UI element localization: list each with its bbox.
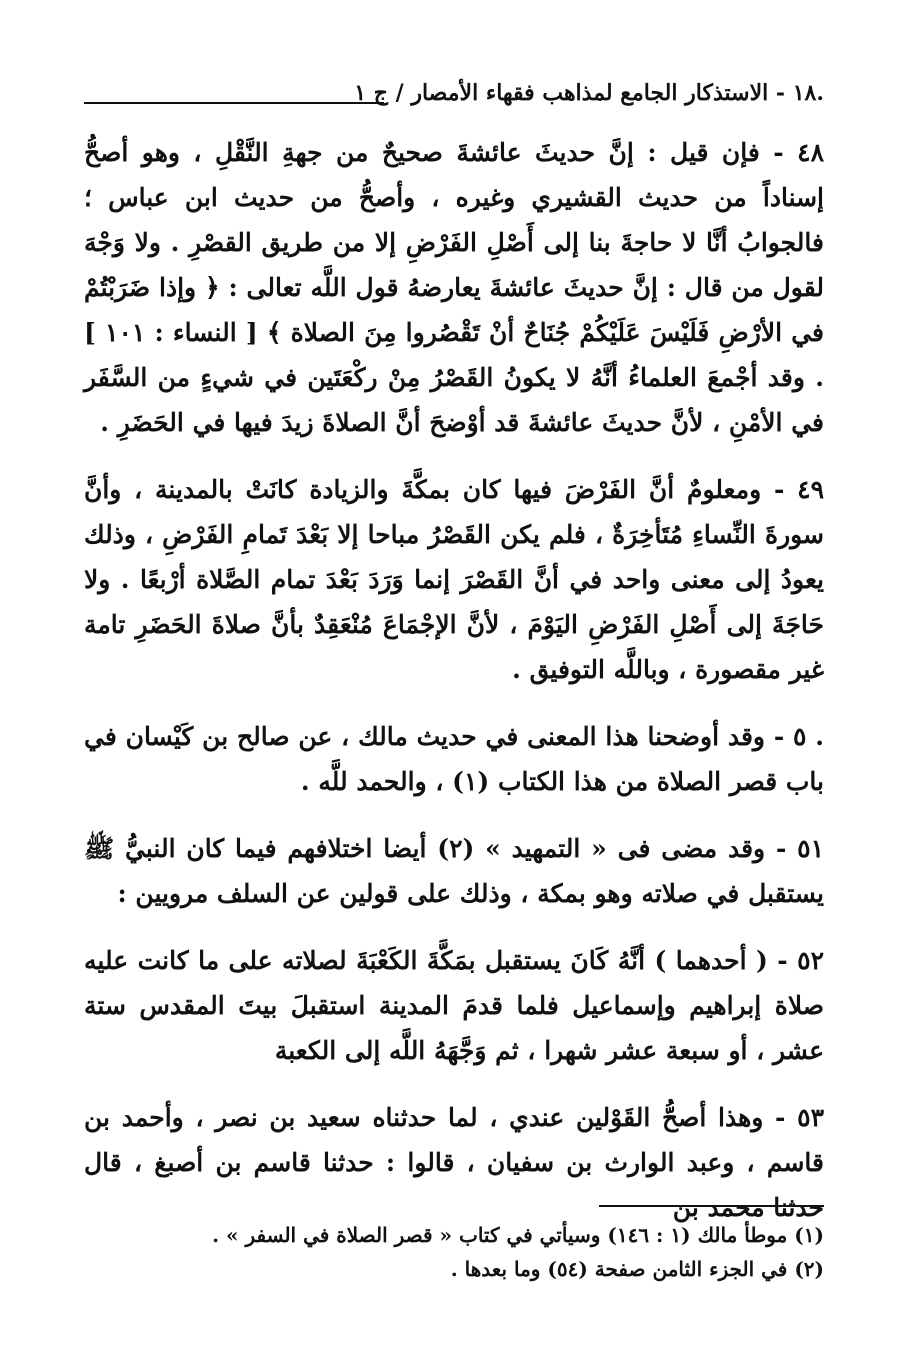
header-rule	[84, 102, 384, 104]
page-header	[84, 78, 824, 118]
paragraph-49: ٤٩ - ومعلومٌ أنَّ الفَرْضَ فيها كان بمكَّةَ والزيادة كانَتْ بالمدينة ، وأنَّ سورةَ النِّساءِ مُتَأخِرَةٌ ، فلم يكن القَصْرُ مباحا إلا بَعْدَ تَمامِ الفَرْضِ ، وذلك يعودُ إلى معنى واحد في أنَّ القَصْرَ إنما وَرَدَ بَعْدَ تمام الصَّلاة أرْبعًا . ولا حَاجَةَ إلى أَصْلِ الفَرْضِ اليَوْمَ ، لأنَّ الإجْمَاعَ مُنْعَقِدٌ بأنَّ صلاةَ الحَضَرِ تامة غير مقصورة ، وباللَّه التوفيق .	[84, 475, 824, 684]
paragraph-53: ٥٣ - وهذا أصحُّ القَوْلين عندي ، لما حدثناه سعيد بن نصر ، وأحمد بن قاسم ، وعبد الوارث بن سفيان ، قالوا : حدثنا قاسم بن أصبغ ، قال حدثنا محمد بن	[84, 1103, 824, 1222]
main-text	[84, 130, 824, 1230]
footnote-1: (١) موطأ مالك (١ : ١٤٦) وسيأتي في كتاب « قصر الصلاة في السفر » .	[212, 1223, 824, 1247]
paragraph-52: ٥٢ - ( أحدهما ) أنَّهُ كَانَ يستقبل بمَكَّةَ الكَعْبَةَ لصلاته على ما كانت عليه صلاة إبراهيم وإسماعيل فلما قدمَ المدينة استقبلَ بيتَ المقدس ستة عشر ، أو سبعة عشر شهرا ، ثم وَجَّهَهُ اللَّه إلى الكعبة	[84, 946, 824, 1065]
footnote-rule	[599, 1205, 824, 1207]
footnote-2: (٢) في الجزء الثامن صفحة (٥٤) وما بعدها .	[450, 1257, 824, 1281]
paragraph-48: ٤٨ - فإن قيل : إنَّ حديثَ عائشةَ صحيحٌ من جهةِ النَّقْلِ ، وهو أصحُّ إسناداً من حديث القشيري وغيره ، وأصحُّ من حديث ابن عباس ؛ فالجوابُ أنَّا لا حاجةَ بنا إلى أَصْلِ الفَرْضِ إلا من طريق القصْرِ . ولا وَجْهَ لقول من قال : إنَّ حديثَ عائشةَ يعارضهُ قول اللَّه تعالى : ﴿ وإذا ضَرَبْتُمْ في الأرْضِ فَلَيْسَ عَلَيْكُمْ جُنَاحٌ أنْ تَقْصُروا مِنَ الصلاة ﴾ [ النساء : ١٠١ ] . وقد أجْمعَ العلماءُ أنَّهُ لا يكونُ القَصْرُ مِنْ ركْعَتَين في شيءٍ من السَّفَر في الأمْنِ ، لأنَّ حديثَ عائشةَ قد أوْضحَ أنَّ الصلاةَ زيدَ فيها في الحَضَرِ .	[84, 138, 825, 437]
running-head: .١٨ - الاستذكار الجامع لمذاهب فقهاء الأمصار / ج ١	[354, 80, 824, 106]
footnotes	[84, 1218, 824, 1286]
paragraph-50: . ٥ - وقد أوضحنا هذا المعنى في حديث مالك ، عن صالح بن كَيْسان في باب قصر الصلاة من هذا الكتاب (١) ، والحمد للَّه .	[84, 722, 824, 796]
paragraph-51: ٥١ - وقد مضى فى « التمهيد » (٢) أيضا اختلافهم فيما كان النبيُّ ﷺ يستقبل في صلاته وهو بمكة ، وذلك على قولين عن السلف مرويين :	[84, 834, 824, 908]
